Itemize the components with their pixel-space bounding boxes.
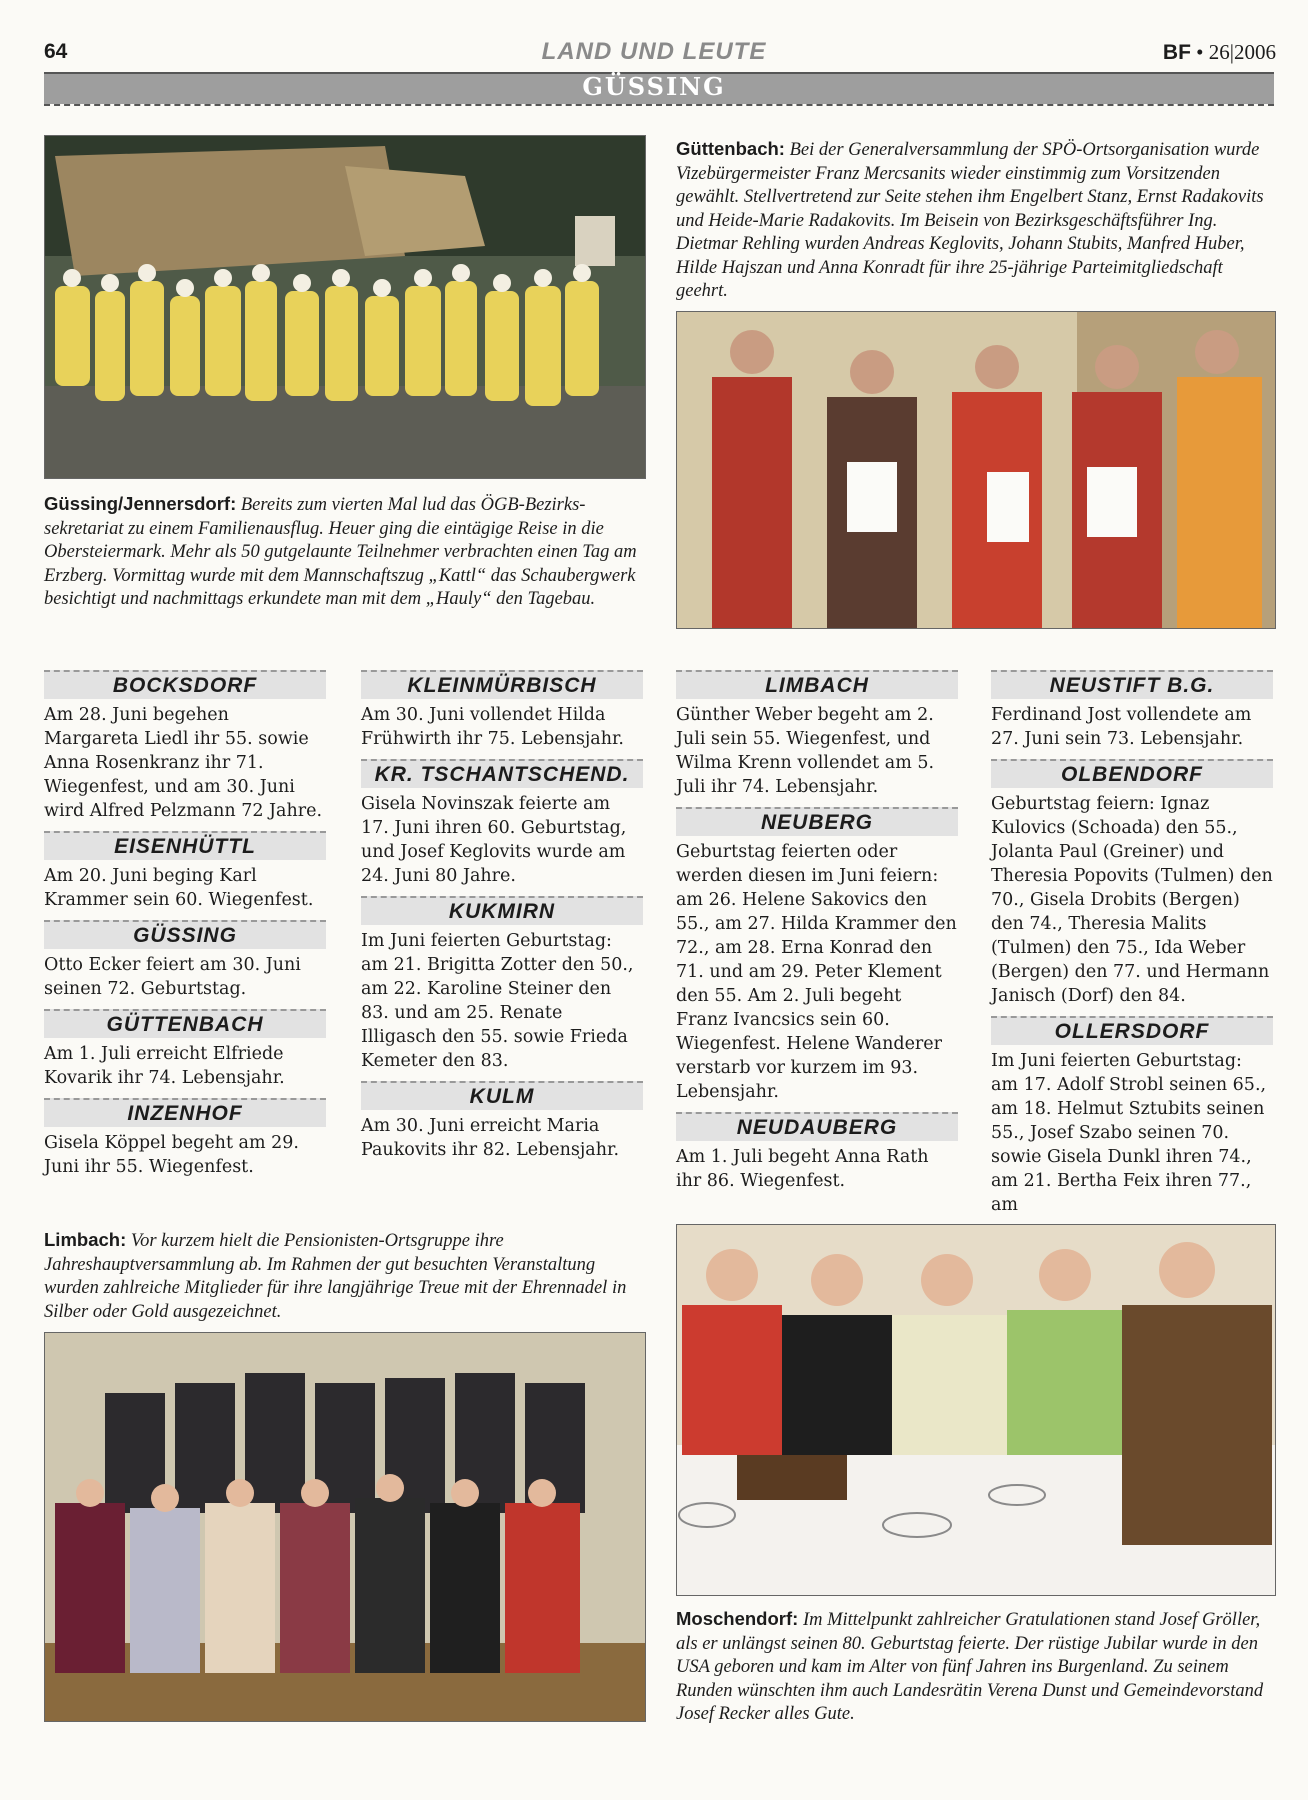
place-heading: KUKMIRN: [361, 896, 643, 925]
header-divider: [44, 104, 1274, 106]
caption-place: Güssing/Jennersdorf:: [44, 493, 237, 514]
place-text: Geburtstag feiern: Ignaz Kulovics (Schoada) den 55., Jolanta Paul (Greiner) und Theresia Popovits (Tulmen) den 70., Gisela Drobits (Bergen) den 74., Theresia Malits (Tulmen) den 75., Ida Weber (Bergen) den 77. und Hermann Janisch (Dorf) den 84.: [991, 794, 1273, 1006]
place-text: Am 1. Juli begeht Anna Rath ihr 86. Wiegenfest.: [676, 1147, 929, 1191]
place-text: Am 30. Juni erreicht Maria Paukovits ihr 82. Lebensjahr.: [361, 1116, 620, 1160]
place-text: Gisela Novinszak feierte am 17. Juni ihren 60. Geburtstag, und Josef Keglovits wurde am 24. Juni 80 Jahre.: [361, 794, 627, 886]
section-title: LAND UND LEUTE: [541, 38, 767, 65]
place-text: Günther Weber begeht am 2. Juli sein 55. Wiegenfest, und Wilma Krenn vollendet am 5. Juli ihr 74. Lebensjahr.: [676, 705, 935, 797]
place-text: Gisela Köppel begeht am 29. Juni ihr 55. Wiegenfest.: [44, 1133, 299, 1177]
place-heading: KULM: [361, 1081, 643, 1110]
place-heading: KR. TSCHANTSCHEND.: [361, 759, 643, 788]
place-heading: NEUBERG: [676, 807, 958, 836]
page-number: 64: [44, 40, 68, 63]
region-title: GÜSSING: [582, 72, 726, 101]
caption-place: Moschendorf:: [676, 1608, 799, 1629]
caption-guettenbach: [676, 137, 1274, 304]
place-text: Im Juni feierten Geburtstag: am 17. Adolf Strobl seinen 65., am 18. Helmut Sztubits seinen 55., Josef Szabo seinen 70. sowie Gisela Dunkl ihren 74., am 21. Bertha Feix ihren 77., am: [991, 1051, 1267, 1215]
caption-text: Bei der Generalversammlung der SPÖ-Ortsorganisation wurde Vizebürgermeister Franz Mercsanits wieder einstimmig zum Vorsitzenden gewählt. Stellvertretend zur Seite stehen ihm Engelbert Stanz, Ernst Radakovits und Heide-Marie Radakovits. Im Beisein von Bezirksgeschäftsführer Ing. Dietmar Rehling wurden Andreas Keglovits, Johann Stubits, Manfred Huber, Hilde Hajszan und Anna Konradt für ihre 25-jährige Parteimitgliedschaft geehrt.: [676, 140, 1264, 301]
place-heading: OLLERSDORF: [991, 1016, 1273, 1045]
place-text: Am 30. Juni vollendet Hilda Frühwirth ihr 75. Lebensjahr.: [361, 705, 624, 749]
place-text: Ferdinand Jost vollendete am 27. Juni sein 73. Lebensjahr.: [991, 705, 1252, 749]
place-text: Am 1. Juli erreicht Elfriede Kovarik ihr 74. Lebensjahr.: [44, 1044, 285, 1088]
news-column-1: [44, 662, 326, 1179]
issue-info: BF • 26|2006: [1162, 40, 1276, 64]
photo-erzberg-group: [44, 135, 646, 479]
place-heading: KLEINMÜRBISCH: [361, 670, 643, 699]
place-text: Im Juni feierten Geburtstag: am 21. Brigitta Zotter den 50., am 22. Karoline Steiner den 83. und am 25. Renate Illigasch den 55. sowie Frieda Kemeter den 83.: [361, 931, 634, 1071]
news-column-4: [991, 662, 1273, 1217]
place-heading: INZENHOF: [44, 1098, 326, 1127]
caption-text: Vor kurzem hielt die Pensionisten-Ortsgruppe ihre Jahreshauptversammlung ab. Im Rahmen der gut besuchten Veranstaltung wurden zahlreiche Mitglieder für ihre langjährige Treue mit der Ehrennadel in Silber oder Gold ausgezeichnet.: [44, 1231, 627, 1322]
place-text: Am 28. Juni begehen Margareta Liedl ihr 55. sowie Anna Rosenkranz ihr 71. Wiegenfest, und am 30. Juni wird Alfred Pelzmann 72 Jahre.: [44, 705, 323, 821]
photo-guettenbach-honorees: [676, 311, 1276, 629]
caption-limbach: [44, 1228, 644, 1324]
place-heading: NEUDAUBERG: [676, 1112, 958, 1141]
place-heading: GÜSSING: [44, 920, 326, 949]
caption-place: Güttenbach:: [676, 138, 785, 159]
place-text: Am 20. Juni beging Karl Krammer sein 60. Wiegenfest.: [44, 866, 314, 910]
place-heading: BOCKSDORF: [44, 670, 326, 699]
caption-place: Limbach:: [44, 1229, 127, 1250]
place-text: Geburtstag feierten oder werden diesen im Juni feiern: am 26. Helene Sakovics den 55., am 27. Hilda Krammer den 72., am 28. Erna Konrad den 71. und am 29. Peter Klement den 55. Am 2. Juli begeht Franz Ivancsics sein 60. Wiegenfest. Helene Wanderer verstarb vor kurzem im 93. Lebensjahr.: [676, 842, 957, 1102]
caption-moschendorf: [676, 1607, 1274, 1727]
place-text: Otto Ecker feiert am 30. Juni seinen 72. Geburtstag.: [44, 955, 301, 999]
place-heading: EISENHÜTTL: [44, 831, 326, 860]
place-heading: OLBENDORF: [991, 759, 1273, 788]
caption-text: Im Mittelpunkt zahlreicher Gratulationen stand Josef Gröller, als er unlängst seinen 80. Geburtstag feierte. Der rüstige Jubilar wurde in den USA geboren und kam im Alter von fünf Jahren ins Burgenland. Zu seinem Runden wünschten ihm auch Landesrätin Verena Dunst und Gemeindevorstand Josef Recker alles Gute.: [676, 1610, 1264, 1724]
news-column-2: [361, 662, 643, 1162]
news-column-3: [676, 662, 958, 1193]
photo-limbach-pensioners: [44, 1332, 646, 1722]
issue-number: 26|2006: [1208, 40, 1276, 64]
place-heading: LIMBACH: [676, 670, 958, 699]
photo-moschendorf-birthday: [676, 1224, 1276, 1596]
place-heading: NEUSTIFT B.G.: [991, 670, 1273, 699]
caption-guessing-jennersdorf: [44, 492, 644, 612]
place-heading: GÜTTENBACH: [44, 1009, 326, 1038]
publication-name: BF: [1162, 41, 1191, 64]
caption-text: Bereits zum vierten Mal lud das ÖGB-Bezirks-sekretariat zu einem Familienausflug. Heuer ging die eintägige Reise in die Obersteiermark. Mehr als 50 gutgelaunte Teilnehmer verbrachten einen Tag am Erzberg. Vormittag wurde mit dem Mannschaftszug „Kattl“ das Schaubergwerk besichtigt und nachmittags erkundete man mit dem „Hauly“ den Tagebau.: [44, 495, 637, 609]
